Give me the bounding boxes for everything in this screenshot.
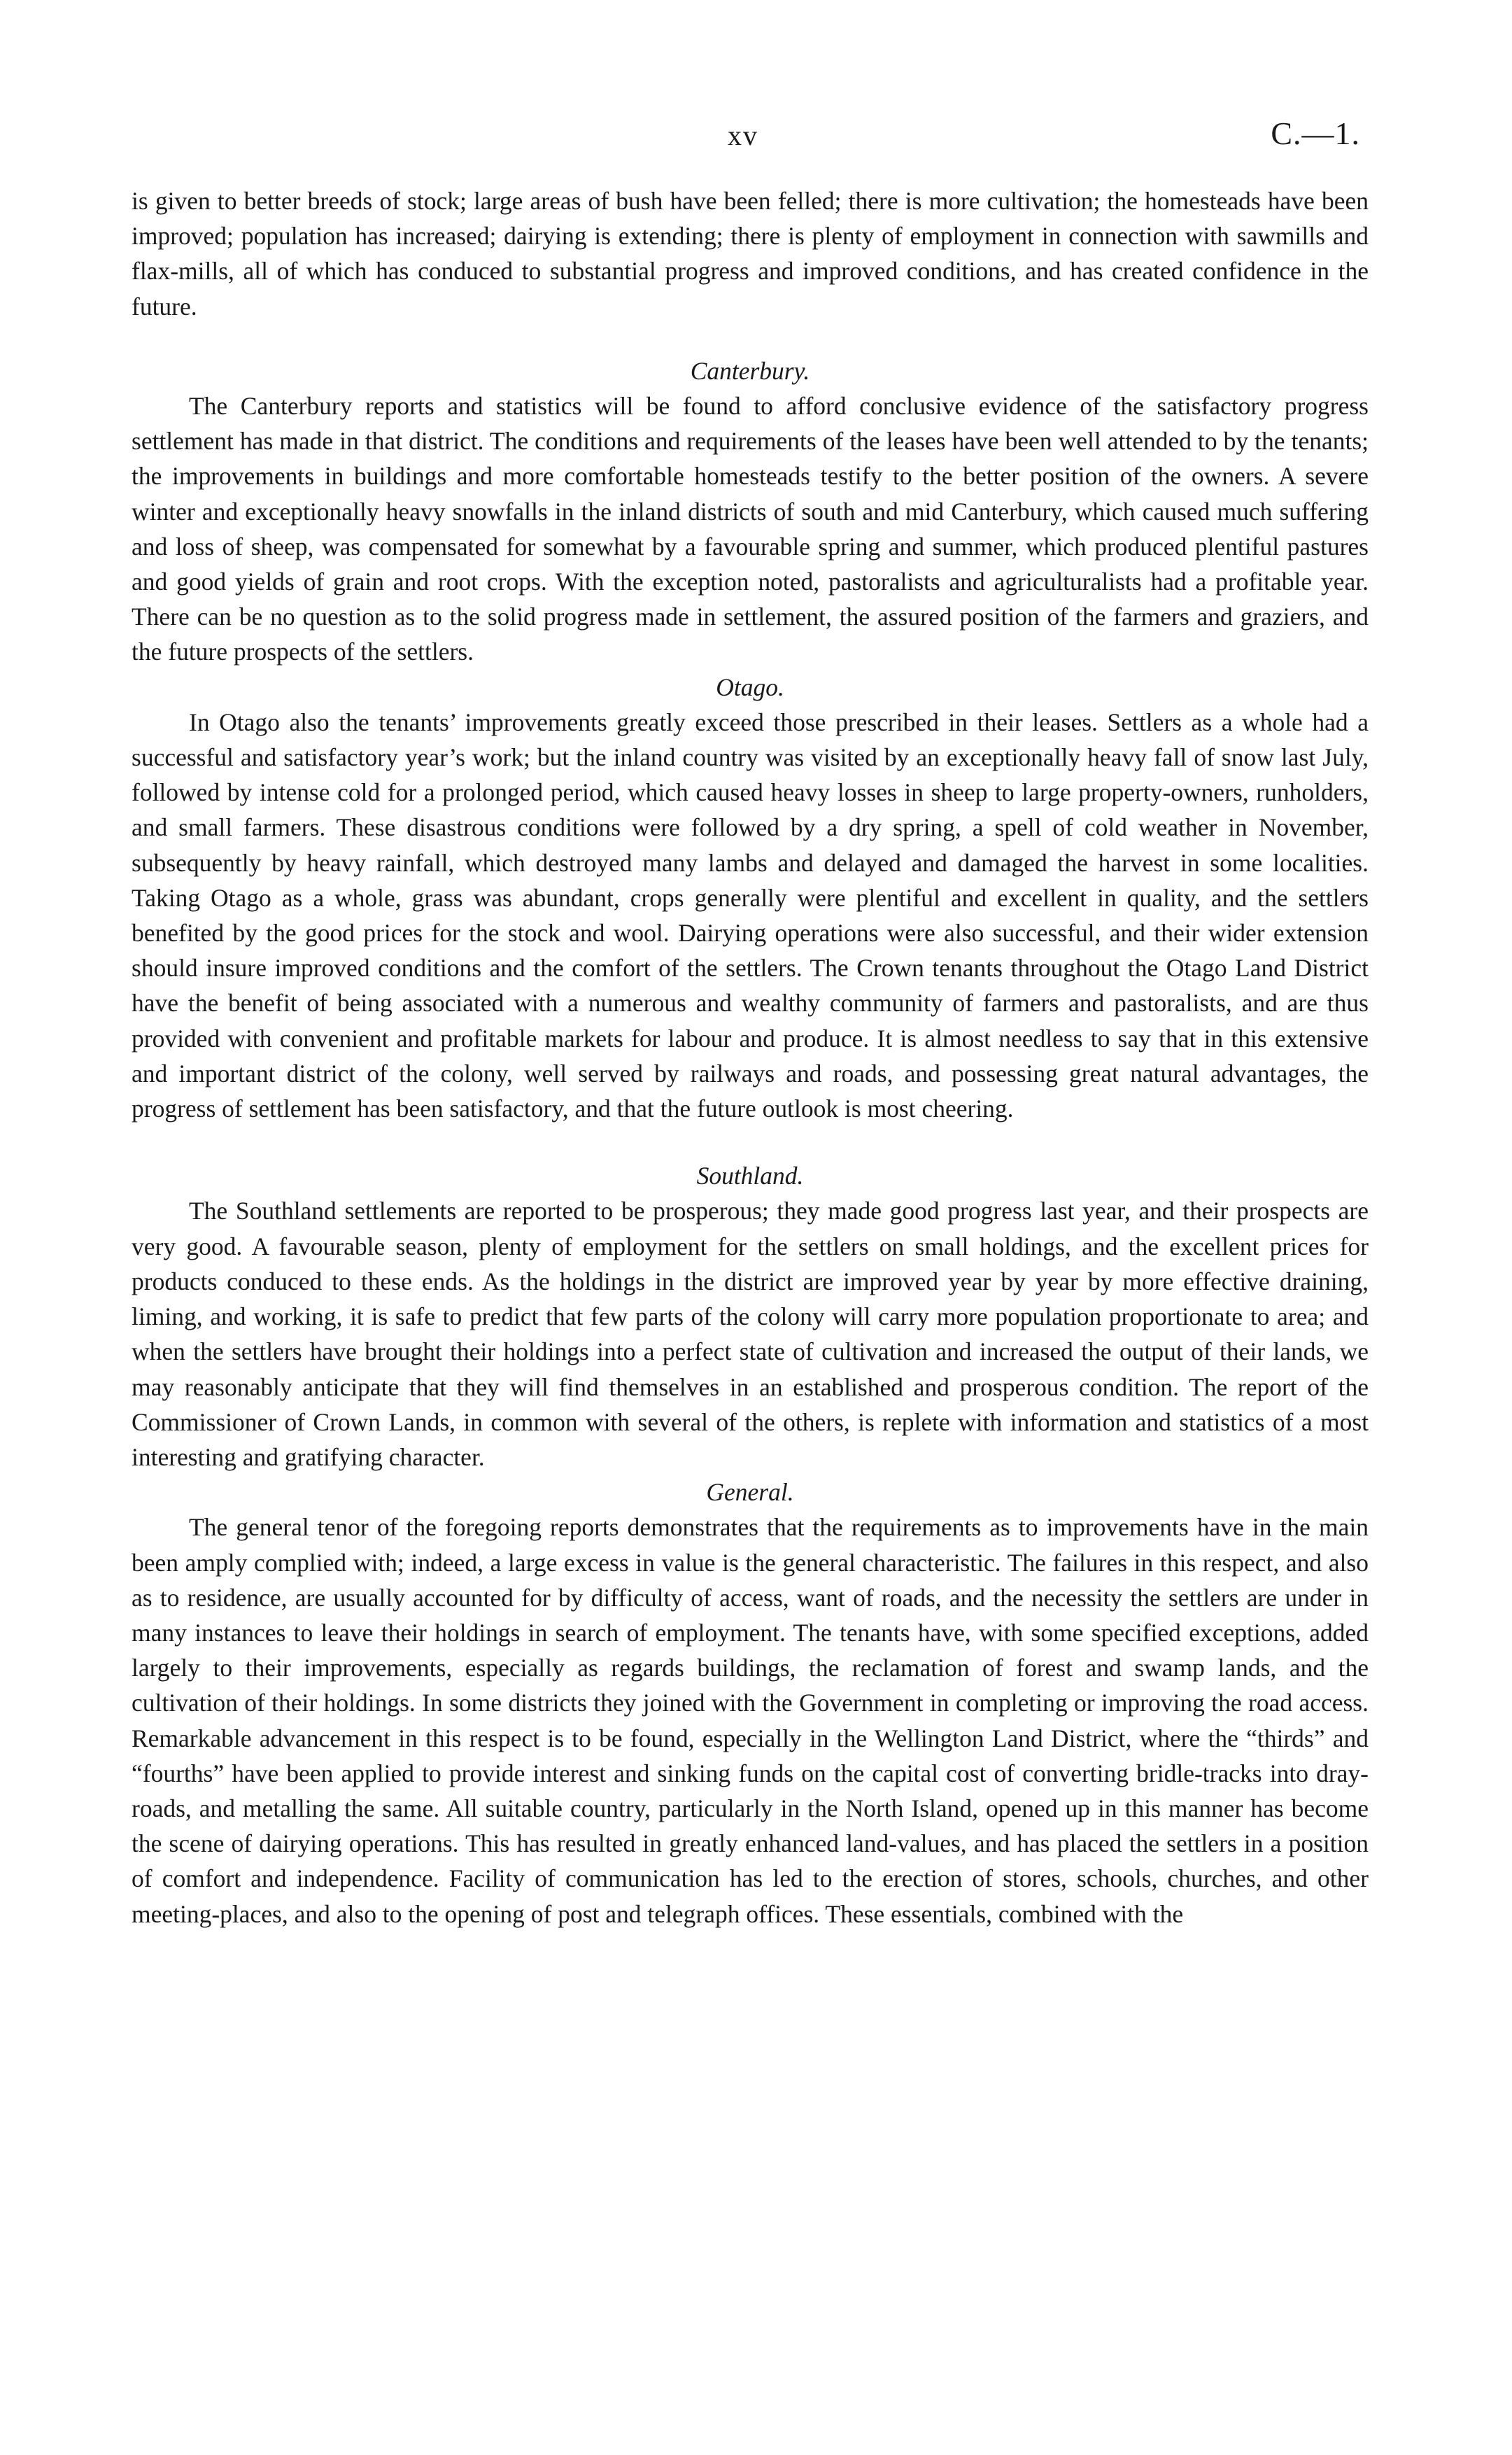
- canterbury-paragraph: The Canterbury reports and statistics will be found to afford conclusive evidence of the satisfactory progress settlement has made in that district. The conditions and requirements of the leases have been well attended to by the tenants; the improvements in buildings and more comfortable homesteads testify to the better position of the owners. A severe winter and exceptionally heavy snowfalls in the inland districts of south and mid Canterbury, which caused much suffering and loss of sheep, was compensated for somewhat by a favourable spring and summer, which produced plentiful pastures and good yields of grain and root crops. With the exception noted, pastoralists and agriculturalists had a profitable year. There can be no question as to the solid progress made in settlement, the assured position of the farmers and graziers, and the future prospects of the settlers.: [132, 392, 1369, 666]
- southland-paragraph: The Southland settlements are reported to be prosperous; they made good progress last year, and their prospects are very good. A favourable season, plenty of employment for the settlers on small holdings, and the excellent prices for products conduced to these ends. As the holdings in the district are improved year by year by more effective draining, liming, and working, it is safe to predict that few parts of the colony will carry more population proportionate to area; and when the settlers have brought their holdings into a perfect state of cultivation and increased the output of their lands, we may reasonably anticipate that they will find themselves in an established and prosperous condition. The report of the Commissioner of Crown Lands, in common with several of the others, is replete with information and statistics of a most interesting and gratifying character.: [132, 1197, 1369, 1471]
- intro-paragraph: is given to better breeds of stock; large areas of bush have been felled; there is more cultivation; the homesteads have been improved; population has increased; dairying is extending; there is plenty of employment in connection with sawmills and flax-mills, all of which has conduced to substantial progress and improved conditions, and has created confidence in the future.: [132, 187, 1369, 321]
- body-text: [132, 183, 1369, 1932]
- general-paragraph: The general tenor of the foregoing reports demonstrates that the requirements as to improvements have in the main been amply complied with; indeed, a large excess in value is the general characteristic. The failures in this respect, and also as to residence, are usually accounted for by difficulty of access, want of roads, and the necessity the settlers are under in many instances to leave their holdings in search of employment. The tenants have, with some specified exceptions, added largely to their improvements, especially as regards buildings, the reclamation of forest and swamp lands, and the cultivation of their holdings. In some districts they joined with the Government in completing or improving the road access. Remarkable advancement in this respect is to be found, especially in the Wellington Land District, where the “thirds” and “fourths” have been applied to provide interest and sinking funds on the capital cost of converting bridle-tracks into dray-roads, and metalling the same. All suitable country, particularly in the North Island, opened up in this manner has become the scene of dairying operations. This has resulted in greatly enhanced land-values, and has placed the settlers in a position of comfort and independence. Facility of communication has led to the erection of stores, schools, churches, and other meeting-places, and also to the opening of post and telegraph offices. These essentials, combined with the: [132, 1513, 1369, 1928]
- document-reference: C.—1.: [1271, 115, 1360, 151]
- heading-otago: Otago.: [716, 673, 784, 701]
- otago-paragraph: In Otago also the tenants’ improvements greatly exceed those prescribed in their leases. Settlers as a whole had a successful and satisfactory year’s work; but the inland country was visited by an exceptionally heavy fall of snow last July, followed by intense cold for a prolonged period, which caused heavy losses in sheep to large property-owners, runholders, and small farmers. These disastrous conditions were followed by a dry spring, a spell of cold weather in November, subsequently by heavy rainfall, which destroyed many lambs and delayed and damaged the harvest in some localities. Taking Otago as a whole, grass was abundant, crops generally were plentiful and excellent in quality, and the settlers benefited by the good prices for the stock and wool. Dairying operations were also successful, and their wider extension should insure improved conditions and the comfort of the settlers. The Crown tenants throughout the Otago Land District have the benefit of being associated with a numerous and wealthy community of farmers and pastoralists, and are thus provided with convenient and profitable markets for labour and produce. It is almost needless to say that in this extensive and important district of the colony, well served by railways and roads, and possessing great natural advantages, the progress of settlement has been satisfactory, and that the future outlook is most cheering.: [132, 708, 1369, 1123]
- page-number: xv: [728, 120, 758, 151]
- page-header: [0, 115, 1512, 161]
- heading-canterbury: Canterbury.: [690, 356, 810, 385]
- heading-general: General.: [706, 1478, 794, 1507]
- heading-southland: Southland.: [696, 1162, 804, 1190]
